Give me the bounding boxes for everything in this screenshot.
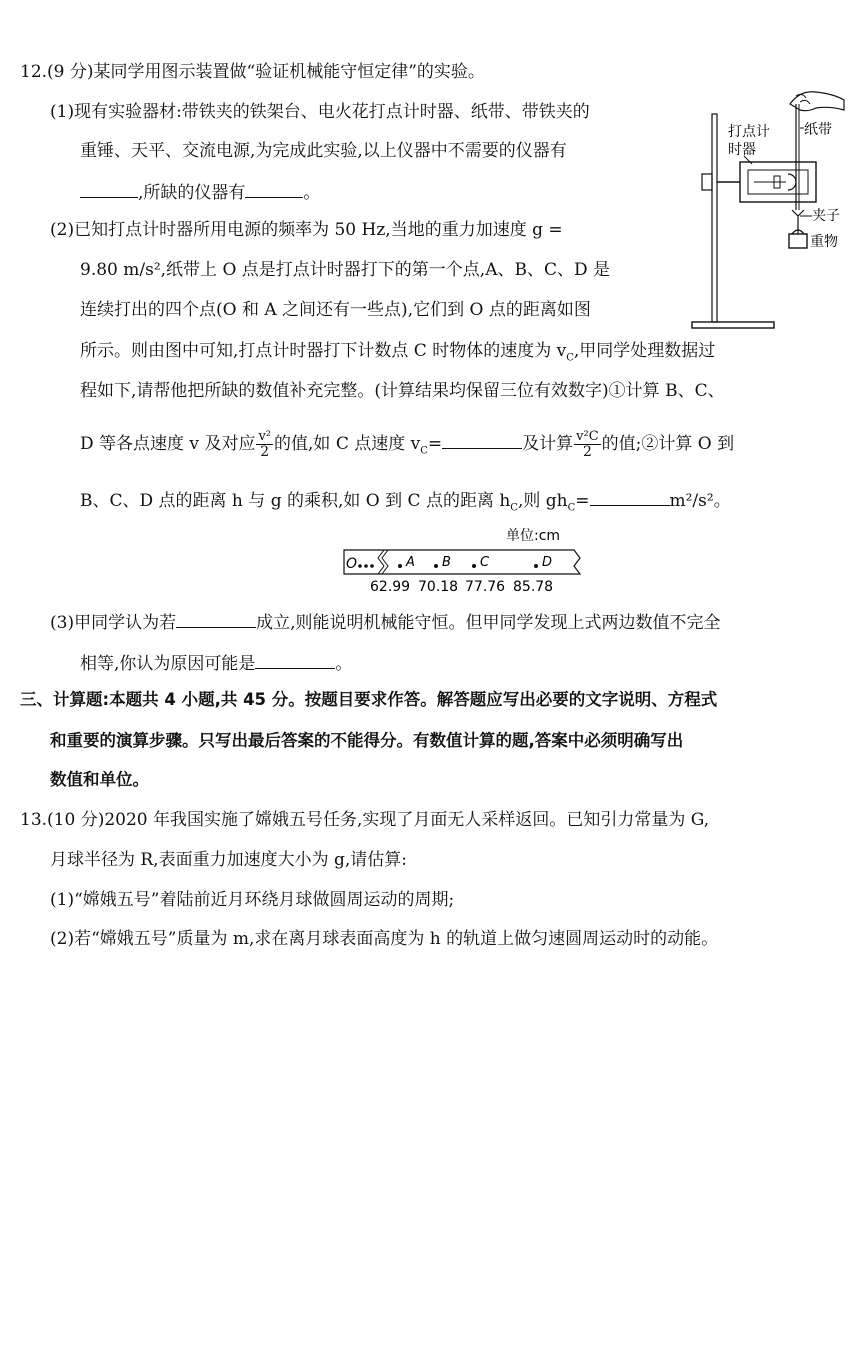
- tape-dot-C: [472, 564, 476, 568]
- tape-point-A: A: [406, 555, 415, 570]
- apparatus-figure: [688, 84, 848, 340]
- tape-dot-D: [534, 564, 538, 568]
- label-clip: 夹子: [812, 208, 840, 224]
- tape-break-mark-2: [382, 550, 388, 574]
- section3-line3: 数值和单位。: [50, 770, 149, 789]
- tape-point-B: B: [442, 555, 451, 570]
- label-timer-line1: 打点计: [728, 124, 770, 140]
- tape-distance-B: 70.18: [418, 579, 459, 595]
- answer-blank-unneeded[interactable]: [80, 179, 138, 198]
- q12-part1-line2: 重锤、天平、交流电源,为完成此实验,以上仪器中不需要的仪器有: [80, 141, 567, 161]
- q12-part3-line1: (3)甲同学认为若 成立,则能说明机械能守恒。但甲同学发现上式两边数值不完全: [50, 609, 721, 635]
- fraction-vc2-over-2: $\frac{\text{v²C}}{2}$: [576, 429, 599, 460]
- answer-blank-missing[interactable]: [245, 179, 303, 198]
- q12-part2-line7: B、C、D 点的距离 h 与 g 的乘积,如 O 到 C 点的距离 $h_C$,则 $gh_C= m^2/s^2$。: [80, 487, 731, 520]
- label-timer-line2: 时器: [728, 142, 756, 158]
- q12-part2-line4: 所示。则由图中可知,打点计时器打下计数点 C 时物体的速度为 $v_C$,甲同学处理数据过: [80, 341, 716, 364]
- tape-distance-C: 77.76: [465, 579, 506, 595]
- tape-dot-A: [398, 564, 402, 568]
- tape-distance-D: 85.78: [513, 579, 554, 595]
- stand-clamp: [702, 174, 712, 190]
- stand-rod: [712, 114, 717, 322]
- q12-part2-line1: (2)已知打点计时器所用电源的频率为 50 Hz,当地的重力加速度 g =: [50, 220, 563, 240]
- answer-blank-reason[interactable]: [255, 650, 335, 669]
- stand-base: [692, 322, 774, 328]
- q12-part2-line2: 9.80 m/s²,纸带上 O 点是打点计时器打下的第一个点,A、B、C、D 是: [80, 260, 611, 280]
- section3-line2: 和重要的演算步骤。只写出最后答案的不能得分。有数值计算的题,答案中必须明确写出: [50, 731, 684, 750]
- tape-distance-A: 62.99: [370, 579, 411, 595]
- q12-title: 12.(9 分)某同学用图示装置做“验证机械能守恒定律”的实验。: [20, 62, 485, 82]
- q12-part3-line2: 相等,你认为原因可能是 。: [80, 650, 352, 676]
- q13-part1: (1)“嫦娥五号”着陆前近月环绕月球做圆周运动的周期;: [50, 890, 455, 910]
- q12-part2-line5: 程如下,请帮他把所缺的数值补充完整。(计算结果均保留三位有效数字)①计算 B、C、: [80, 381, 725, 401]
- tape-break-mark: [378, 550, 384, 574]
- label-tape: 纸带: [804, 122, 832, 138]
- q12-part1-line1: (1)现有实验器材:带铁夹的铁架台、电火花打点计时器、纸带、带铁夹的: [50, 102, 590, 122]
- label-weight: 重物: [810, 234, 838, 250]
- paper-tape-diagram: [330, 522, 590, 597]
- weight-icon: [789, 234, 807, 248]
- q13-part2: (2)若“嫦娥五号”质量为 m,求在离月球表面高度为 h 的轨道上做匀速圆周运动时的动能。: [50, 929, 719, 949]
- q13-line2: 月球半径为 R,表面重力加速度大小为 g,请估算:: [50, 850, 408, 870]
- section3-line1: 三、计算题:本题共 4 小题,共 45 分。按题目要求作答。解答题应写出必要的文字说明、方程式: [20, 690, 718, 709]
- answer-blank-ghc[interactable]: [590, 487, 670, 506]
- tape-unit-label: 单位:cm: [506, 528, 561, 544]
- answer-blank-equation[interactable]: [176, 609, 256, 628]
- clip-icon: [792, 210, 804, 216]
- answer-blank-vc[interactable]: [442, 430, 522, 449]
- q12-part1-line3: ,所缺的仪器有 。: [80, 179, 320, 205]
- q12-part2-line6: D 等各点速度 v 及对应 $\frac{\text{v²}}{2}$ 的值,如 C 点速度 $v_C=$ 及计算 $\frac{\text{v²C}}{2}$ 的值;②计算 O 到: [80, 429, 735, 460]
- tape-point-O: O: [346, 556, 358, 572]
- tape-point-C: C: [480, 555, 490, 570]
- q12-part2-line3: 连续打出的四个点(O 和 A 之间还有一些点),它们到 O 点的距离如图: [80, 300, 591, 320]
- q13-line1: 13.(10 分)2020 年我国实施了嫦娥五号任务,实现了月面无人采样返回。已知引力常量为 G,: [20, 810, 710, 830]
- tape-dot-B: [434, 564, 438, 568]
- tape-point-D: D: [542, 555, 553, 570]
- fraction-v2-over-2: $\frac{\text{v²}}{2}$: [258, 429, 272, 460]
